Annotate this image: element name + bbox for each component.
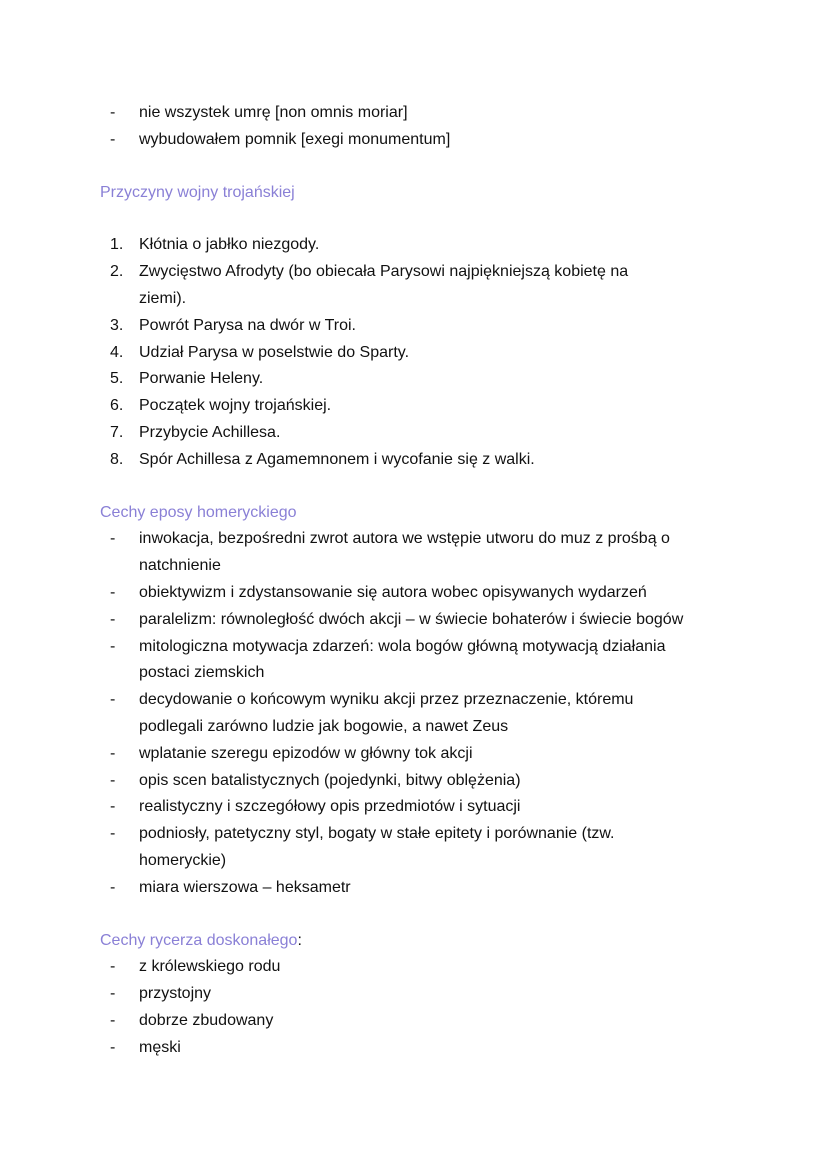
list-number: 2. bbox=[110, 263, 124, 281]
text-line: Przybycie Achillesa. bbox=[139, 423, 281, 441]
bullet-dash: - bbox=[110, 530, 116, 548]
item-text bbox=[139, 259, 628, 313]
item-text bbox=[139, 313, 356, 340]
bullet-dash: - bbox=[110, 130, 116, 148]
item-text bbox=[139, 875, 351, 902]
bullet-dash: - bbox=[110, 610, 116, 628]
bullet-dash: - bbox=[110, 1011, 116, 1029]
section-heading-causes: Przyczyny wojny trojańskiej bbox=[100, 183, 295, 201]
numbered-list-item bbox=[100, 313, 740, 340]
bullet-dash: - bbox=[110, 958, 116, 976]
document-page bbox=[100, 100, 740, 1062]
text-line: nie wszystek umrę [non omnis moriar] bbox=[139, 104, 408, 121]
text-line: podniosły, patetyczny styl, bogaty w stałe epitety i porównanie (tzw. bbox=[139, 825, 615, 843]
text-line: wplatanie szeregu epizodów w główny tok akcji bbox=[139, 744, 473, 762]
item-text bbox=[139, 768, 521, 795]
bullet-list-item bbox=[100, 687, 740, 741]
numbered-list-item bbox=[100, 393, 740, 420]
bullet-dash: - bbox=[110, 583, 116, 601]
bullet-list-item bbox=[100, 127, 740, 154]
text-line: Spór Achillesa z Agamemnonem i wycofanie się z walki. bbox=[139, 450, 535, 468]
numbered-list-item bbox=[100, 232, 740, 259]
list-number: 8. bbox=[110, 450, 124, 468]
item-text bbox=[139, 340, 409, 367]
bullet-list-item bbox=[100, 954, 740, 981]
bullet-list-item bbox=[100, 741, 740, 768]
numbered-list-item bbox=[100, 366, 740, 393]
text-line: dobrze zbudowany bbox=[139, 1011, 274, 1029]
text-line: miara wierszowa – heksametr bbox=[139, 878, 351, 896]
item-text bbox=[139, 420, 280, 447]
numbered-list-item bbox=[100, 420, 740, 447]
text-line: Powrót Parysa na dwór w Troi. bbox=[139, 316, 356, 334]
section-heading-epic-features: Cechy eposy homeryckiego bbox=[100, 503, 297, 521]
text-line: homeryckie) bbox=[139, 851, 227, 869]
text-line: opis scen batalistycznych (pojedynki, bitwy oblężenia) bbox=[139, 771, 521, 789]
text-line: inwokacja, bezpośredni zwrot autora we wstępie utworu do muz z prośbą o bbox=[139, 530, 670, 548]
item-text bbox=[139, 634, 665, 688]
text-line: wybudowałem pomnik [exegi monumentum] bbox=[139, 130, 451, 148]
list-number: 3. bbox=[110, 316, 124, 334]
bullet-dash: - bbox=[110, 637, 116, 655]
text-line: Udział Parysa w poselstwie do Sparty. bbox=[139, 343, 410, 361]
bullet-list-item bbox=[100, 526, 740, 580]
item-text bbox=[139, 1008, 273, 1035]
list-number: 5. bbox=[110, 370, 124, 388]
item-text bbox=[139, 741, 473, 768]
item-text bbox=[139, 954, 280, 981]
bullet-dash: - bbox=[110, 798, 116, 816]
item-text bbox=[139, 127, 450, 154]
bullet-list-item bbox=[100, 768, 740, 795]
text-line: realistyczny i szczegółowy opis przedmiotów i sytuacji bbox=[139, 798, 521, 816]
text-line: Zwycięstwo Afrodyty (bo obiecała Parysowi najpiękniejszą kobietę na bbox=[139, 263, 629, 281]
bullet-dash: - bbox=[110, 1038, 116, 1056]
text-line: Porwanie Heleny. bbox=[139, 370, 264, 388]
bullet-list-item bbox=[100, 821, 740, 875]
bullet-list-item bbox=[100, 981, 740, 1008]
text-line: Kłótnia o jabłko niezgody. bbox=[139, 236, 320, 254]
bullet-list-item bbox=[100, 100, 740, 127]
bullet-dash: - bbox=[110, 691, 116, 709]
numbered-list-item bbox=[100, 340, 740, 367]
item-text bbox=[139, 447, 535, 474]
item-text bbox=[139, 821, 615, 875]
item-text bbox=[139, 100, 408, 127]
bullet-list-item bbox=[100, 634, 740, 688]
item-text bbox=[139, 526, 670, 580]
item-text bbox=[139, 232, 319, 259]
bullet-dash: - bbox=[110, 104, 116, 121]
numbered-list-item bbox=[100, 447, 740, 474]
text-line: mitologiczna motywacja zdarzeń: wola bogów główną motywacją działania bbox=[139, 637, 666, 655]
text-line: przystojny bbox=[139, 985, 212, 1003]
heading-text: Cechy rycerza doskonałego bbox=[100, 931, 298, 949]
text-line: paralelizm: równoległość dwóch akcji – w świecie bohaterów i świecie bogów bbox=[139, 610, 684, 628]
knight-features-list bbox=[100, 954, 740, 1061]
bullet-list-item bbox=[100, 580, 740, 607]
text-line: obiektywizm i zdystansowanie się autora wobec opisywanych wydarzeń bbox=[139, 583, 647, 601]
epic-features-list bbox=[100, 526, 740, 901]
bullet-list-item bbox=[100, 875, 740, 902]
section-heading-knight-features bbox=[100, 928, 740, 955]
list-number: 1. bbox=[110, 236, 124, 254]
bullet-dash: - bbox=[110, 878, 116, 896]
bullet-dash: - bbox=[110, 771, 116, 789]
text-line: męski bbox=[139, 1038, 181, 1056]
item-text bbox=[139, 794, 520, 821]
item-text bbox=[139, 393, 331, 420]
heading-colon: : bbox=[297, 931, 302, 949]
item-text bbox=[139, 607, 683, 634]
bullet-dash: - bbox=[110, 744, 116, 762]
bullet-list-item bbox=[100, 607, 740, 634]
numbered-list-item bbox=[100, 259, 740, 313]
text-line: postaci ziemskich bbox=[139, 664, 265, 682]
text-line: Początek wojny trojańskiej. bbox=[139, 397, 332, 415]
text-line: decydowanie o końcowym wyniku akcji przez przeznaczenie, któremu bbox=[139, 691, 634, 709]
item-text bbox=[139, 580, 647, 607]
list-number: 4. bbox=[110, 343, 124, 361]
bullet-list-item bbox=[100, 794, 740, 821]
bullet-list-item bbox=[100, 1035, 740, 1062]
text-line: podlegali zarówno ludzie jak bogowie, a nawet Zeus bbox=[139, 717, 509, 735]
causes-numbered-list bbox=[100, 232, 740, 473]
intro-list bbox=[100, 100, 740, 154]
bullet-dash: - bbox=[110, 985, 116, 1003]
list-number: 7. bbox=[110, 423, 124, 441]
item-text bbox=[139, 981, 211, 1008]
list-number: 6. bbox=[110, 397, 124, 415]
item-text bbox=[139, 687, 633, 741]
text-line: ziemi). bbox=[139, 289, 187, 307]
bullet-list-item bbox=[100, 1008, 740, 1035]
item-text bbox=[139, 366, 263, 393]
text-line: natchnienie bbox=[139, 557, 221, 575]
bullet-dash: - bbox=[110, 825, 116, 843]
text-line: z królewskiego rodu bbox=[139, 958, 281, 976]
item-text bbox=[139, 1035, 181, 1062]
